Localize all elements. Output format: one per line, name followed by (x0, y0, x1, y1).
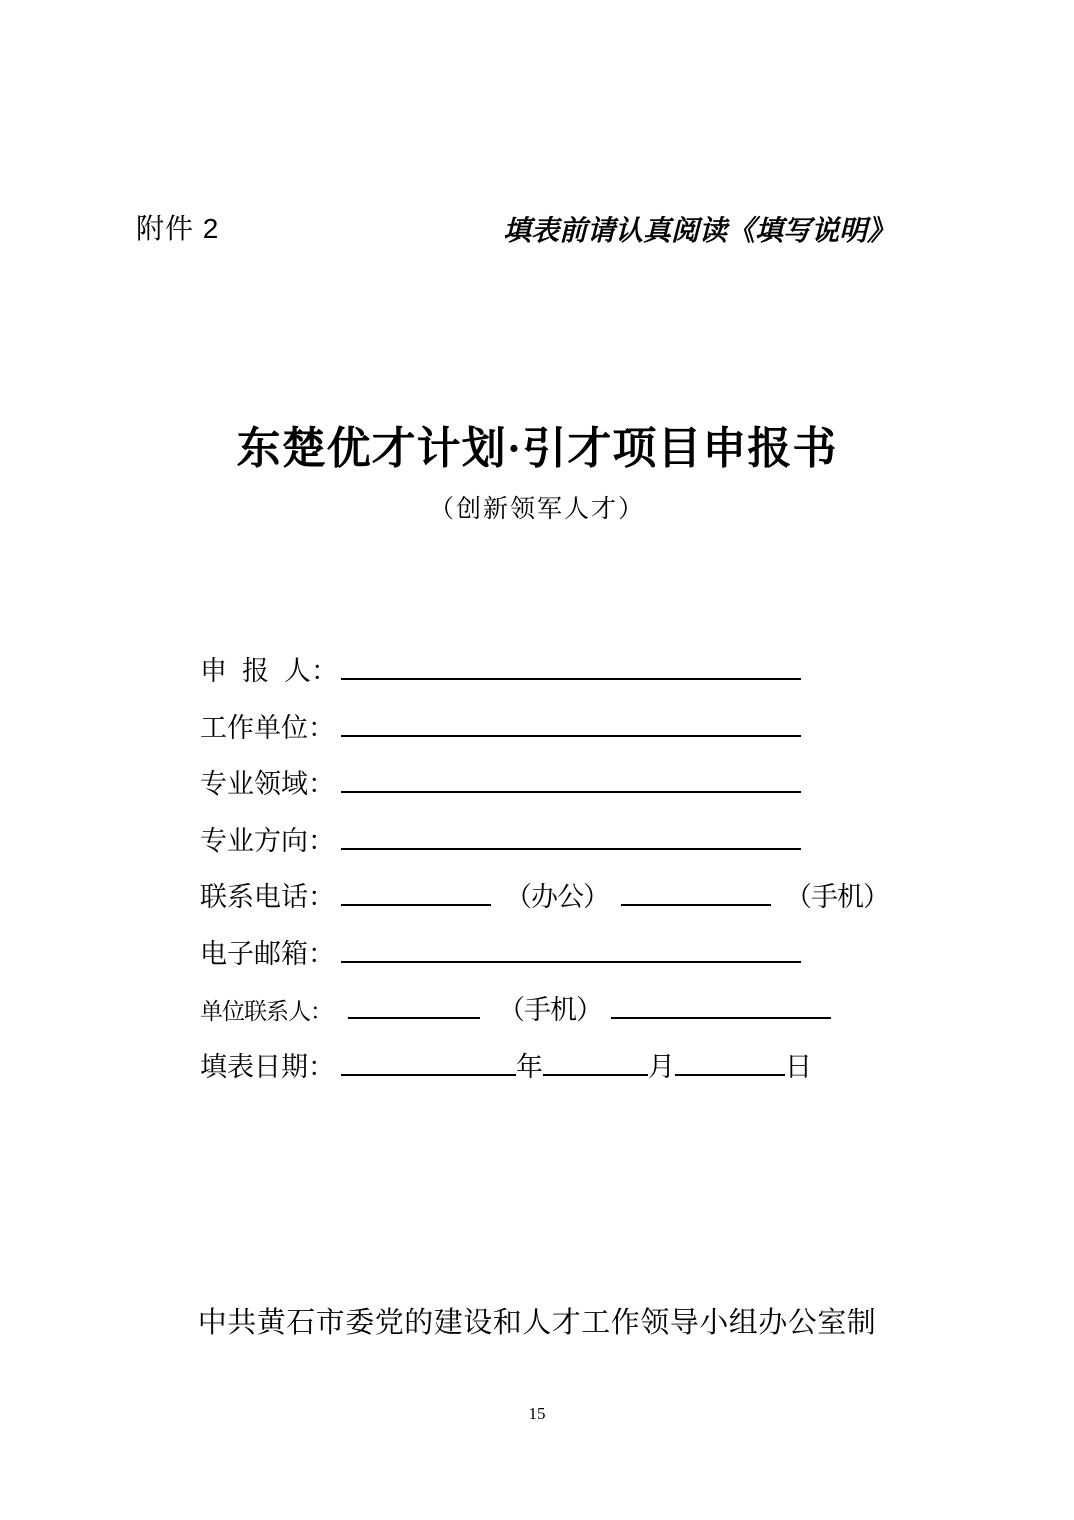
form-notice: 填表前请认真阅读《填写说明》 (503, 216, 896, 247)
direction-blank-line (341, 848, 801, 850)
phone-mobile-blank-line (621, 904, 771, 906)
field-blank-line (341, 791, 801, 793)
form-row-phone (200, 869, 900, 926)
mobile-paren-label: （手机） (785, 882, 889, 912)
unit-contact-mobile-paren-label: （手机） (498, 995, 602, 1025)
email-blank-line (341, 961, 801, 963)
form-row-direction (200, 813, 900, 870)
applicant-blank-line (341, 678, 801, 680)
form-row-field (200, 756, 900, 813)
work-unit-blank-line (341, 735, 801, 737)
email-label: 电子邮箱： (200, 938, 335, 969)
date-month-blank-line (543, 1074, 648, 1076)
phone-office-blank-line (341, 904, 491, 906)
unit-contact-label: 单位联系人： (200, 998, 332, 1024)
form-row-work-unit (200, 700, 900, 757)
document-subtitle: （创新领军人才） (428, 496, 645, 523)
direction-label: 专业方向： (200, 825, 335, 856)
field-label: 专业领域： (200, 769, 335, 799)
unit-contact-blank-line (348, 1017, 480, 1019)
issuing-office: 中共黄石市委党的建设和人才工作领导小组办公室制 (197, 1307, 877, 1339)
document-title: 东楚优才计划·引才项目申报书 (236, 424, 838, 473)
unit-contact-mobile-blank-line (611, 1017, 831, 1019)
form-row-applicant (200, 643, 900, 700)
page-number: 15 (528, 1404, 546, 1423)
form-row-unit-contact (200, 982, 900, 1039)
year-unit-label: 年 (516, 1051, 543, 1082)
phone-label: 联系电话： (200, 882, 335, 912)
application-form (200, 643, 900, 1095)
month-unit-label: 月 (648, 1051, 675, 1082)
work-unit-label: 工作单位： (200, 712, 335, 743)
form-row-email (200, 926, 900, 983)
office-paren-label: （办公） (505, 882, 609, 912)
date-day-blank-line (675, 1074, 785, 1076)
applicant-label: 申 报 人： (200, 656, 339, 686)
date-label: 填表日期： (200, 1051, 335, 1082)
date-year-blank-line (341, 1074, 516, 1076)
form-row-date (200, 1039, 900, 1096)
attachment-label: 附件 2 (136, 213, 220, 244)
day-unit-label: 日 (785, 1051, 812, 1082)
